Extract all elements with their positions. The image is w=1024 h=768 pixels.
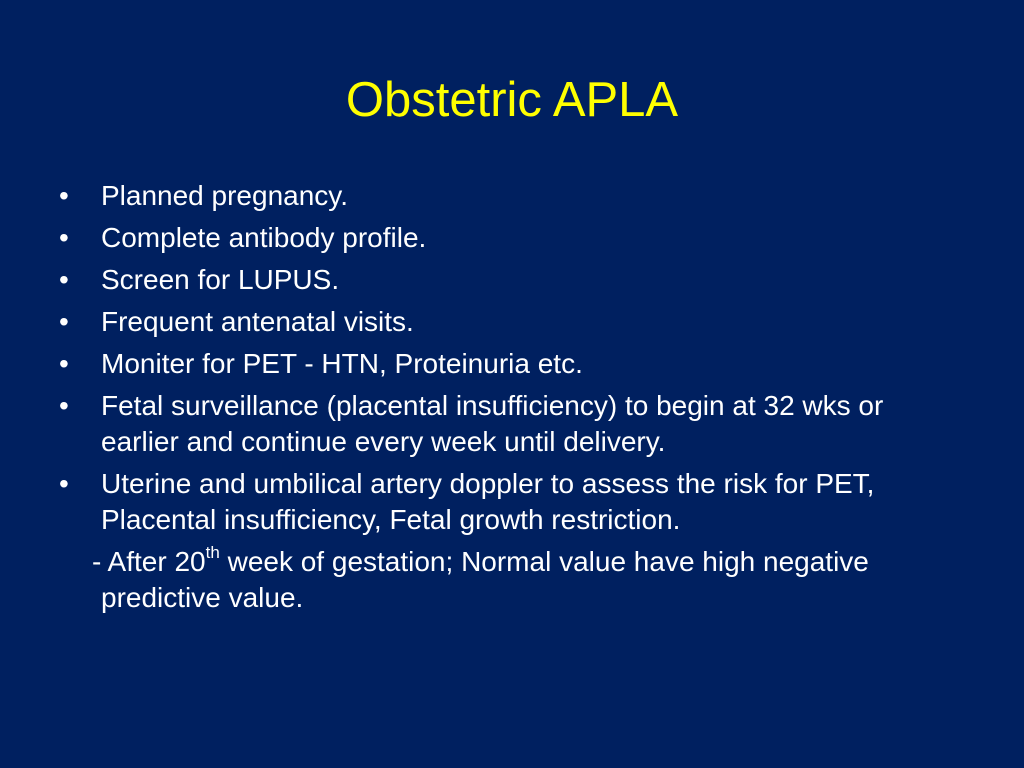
bullet-dot-icon: • bbox=[59, 306, 69, 337]
sub-note-suffix: week of gestation; Normal value have high negative predictive value. bbox=[101, 546, 869, 613]
bullet-item bbox=[56, 466, 956, 538]
bullet-item bbox=[56, 346, 956, 382]
slide-content bbox=[56, 178, 956, 616]
bullet-text: Uterine and umbilical artery doppler to assess the risk for PET, Placental insufficiency, Fetal growth restriction. bbox=[101, 468, 875, 535]
bullet-text: Moniter for PET - HTN, Proteinuria etc. bbox=[101, 348, 583, 379]
sub-note bbox=[56, 544, 956, 616]
slide-title: Obstetric APLA bbox=[345, 73, 679, 127]
bullet-dot-icon: • bbox=[59, 468, 69, 499]
bullet-item bbox=[56, 178, 956, 214]
sub-note-prefix: - After 20 bbox=[92, 546, 206, 577]
bullet-dot-icon: • bbox=[59, 348, 69, 379]
bullet-text: Fetal surveillance (placental insufficiency) to begin at 32 wks or earlier and continue every week until delivery. bbox=[101, 390, 884, 457]
bullet-text: Planned pregnancy. bbox=[101, 180, 348, 211]
bullet-list bbox=[56, 178, 956, 538]
bullet-item bbox=[56, 388, 956, 460]
bullet-text: Frequent antenatal visits. bbox=[101, 306, 414, 337]
bullet-dot-icon: • bbox=[59, 390, 69, 421]
bullet-item bbox=[56, 304, 956, 340]
bullet-item bbox=[56, 262, 956, 298]
bullet-dot-icon: • bbox=[59, 264, 69, 295]
bullet-dot-icon: • bbox=[59, 222, 69, 253]
bullet-text: Screen for LUPUS. bbox=[101, 264, 340, 295]
bullet-dot-icon: • bbox=[59, 180, 69, 211]
bullet-text: Complete antibody profile. bbox=[101, 222, 427, 253]
sub-note-superscript: th bbox=[205, 542, 220, 562]
bullet-item bbox=[56, 220, 956, 256]
